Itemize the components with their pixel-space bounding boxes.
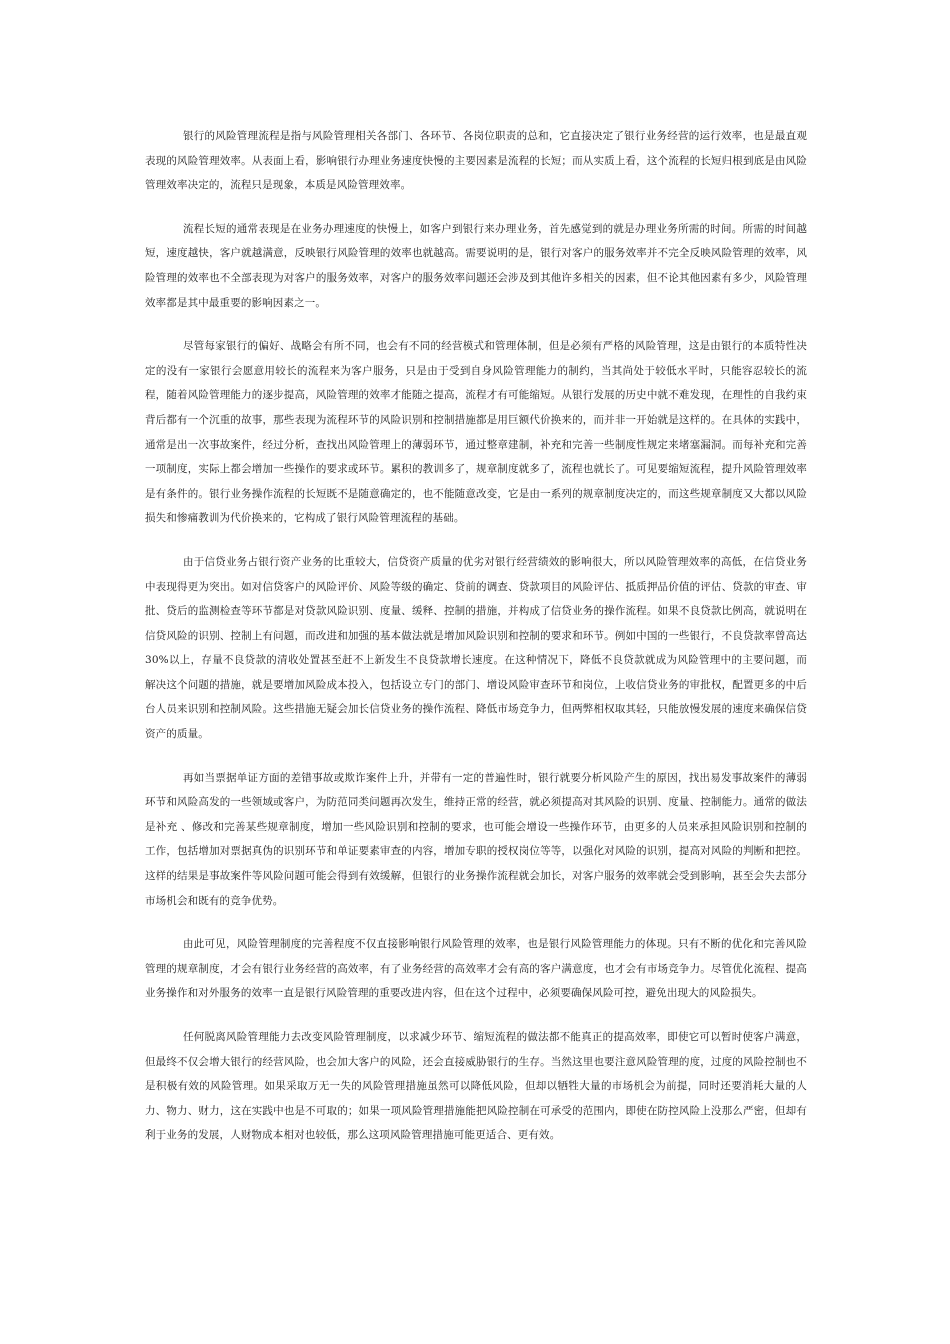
paragraph-7: 任何脱离风险管理能力去改变风险管理制度，以求减少环节、缩短流程的做法都不能真正的提高效率，即使它可以暂时使客户满意，但最终不仅会增大银行的经营风险，也会加大客户的风险，还会直接威胁银行的生存。当然这里也要注意风险管理的度，过度的风险控制也不是积极有效的风险管理。如果采取万无一失的风险管理措施虽然可以降低风险，但却以牺牲大量的市场机会为前提，同时还要消耗大量的人力、物力、财力，这在实践中也是不可取的；如果一项风险管理措施能把风险控制在可承受的范围内，即使在防控风险上没那么严密，但却有利于业务的发展，人财物成本相对也较低，那么这项风险管理措施可能更适合、更有效。	[145, 1031, 807, 1142]
document-body	[145, 124, 807, 1167]
paragraph-1: 银行的风险管理流程是指与风险管理相关各部门、各环节、各岗位职责的总和，它直接决定了银行业务经营的运行效率，也是最直观表现的风险管理效率。从表面上看，影响银行办理业务速度快慢的主要因素是流程的长短；而从实质上看，这个流程的长短归根到底是由风险管理效率决定的，流程只是现象，本质是风险管理效率。	[145, 130, 807, 192]
paragraph-4: 由于信贷业务占银行资产业务的比重较大，信贷资产质量的优劣对银行经营绩效的影响很大，所以风险管理效率的高低，在信贷业务中表现得更为突出。如对信贷客户的风险评价、风险等级的确定、贷前的调查、贷款项目的风险评估、抵质押品价值的评估、贷款的审查、审批、贷后的监测检查等环节都是对贷款风险识别、度量、缓释、控制的措施，并构成了信贷业务的操作流程。如果不良贷款比例高，就说明在信贷风险的识别、控制上有问题，而改进和加强的基本做法就是增加风险识别和控制的要求和环节。例如中国的一些银行，不良贷款率曾高达 30%以上，存量不良贷款的清收处置甚至赶不上新发生不良贷款增长速度。在这种情况下，降低不良贷款就成为风险管理中的主要问题，而解决这个问题的措施，就是要增加风险成本投入，包括设立专门的部门、增设风险审查环节和岗位，上收信贷业务的审批权，配置更多的中后台人员来识别和控制风险。这些措施无疑会加长信贷业务的操作流程、降低市场竞争力，但两弊相权取其轻，只能放慢发展的速度来确保信贷资产的质量。	[145, 555, 807, 741]
paragraph-3: 尽管每家银行的偏好、战略会有所不同，也会有不同的经营模式和管理体制，但是必须有严格的风险管理，这是由银行的本质特性决定的没有一家银行会愿意用较长的流程来为客户服务，只是由于受到自身风险管理能力的制约，当其尚处于较低水平时，只能容忍较长的流程，随着风险管理能力的逐步提高，风险管理的效率才能随之提高，流程才有可能缩短。从银行发展的历史中就不难发现，在理性的自我约束背后都有一个沉重的故事，那些表现为流程环节的风险识别和控制措施都是用巨额代价换来的，而并非一开始就是这样的。在具体的实践中，通常是出一次事故案件，经过分析，查找出风险管理上的薄弱环节，通过整章建制，补充和完善一些制度性规定来堵塞漏洞。而每补充和完善一项制度，实际上都会增加一些操作的要求或环节。累积的教训多了，规章制度就多了，流程也就长了。可见要缩短流程，提升风险管理效率是有条件的。银行业务操作流程的长短既不是随意确定的，也不能随意改变，它是由一系列的规章制度决定的，而这些规章制度又大都以风险损失和惨痛教训为代价换来的，它构成了银行风险管理流程的基础。	[145, 340, 807, 525]
paragraph-6: 由此可见，风险管理制度的完善程度不仅直接影响银行风险管理的效率，也是银行风险管理能力的体现。只有不断的优化和完善风险管理的规章制度，才会有银行业务经营的高效率，有了业务经营的高效率才会有高的客户满意度，也才会有市场竞争力。尽管优化流程、提高业务操作和对外服务的效率一直是银行风险管理的重要改进内容，但在这个过程中，必须要确保风险可控，避免出现大的风险损失。	[145, 938, 807, 1000]
paragraph-5: 再如当票据单证方面的差错事故或欺诈案件上升，并带有一定的普遍性时，银行就要分析风险产生的原因，找出易发事故案件的薄弱环节和风险高发的一些领域或客户，为防范同类问题再次发生，维持正常的经营，就必须提高对其风险的识别、度量、控制能力。通常的做法是补充 、修改和完善某些规章制度，增加一些风险识别和控制的要求，也可能会增设一些操作环节，由更多的人员来承担风险识别和控制的工作，包括增加对票据真伪的识别环节和单证要素审查的内容，增加专职的授权岗位等等，以强化对风险的识别，提高对风险的判断和把控。这样的结果是事故案件等风险问题可能会得到有效缓解，但银行的业务操作流程就会加长，对客户服务的效率就会受到影响，甚至会失去部分市场机会和既有的竞争优势。	[145, 771, 807, 907]
paragraph-2: 流程长短的通常表现是在业务办理速度的快慢上，如客户到银行来办理业务，首先感觉到的就是办理业务所需的时间。所需的时间越短，速度越快，客户就越满意，反映银行风险管理的效率也就越高。需要说明的是，银行对客户的服务效率并不完全反映风险管理的效率，风险管理的效率也不全部表现为对客户的服务效率，对客户的服务效率问题还会涉及到其他许多相关的因素，但不论其他因素有多少，风险管理效率都是其中最重要的影响因素之一。	[145, 222, 807, 309]
